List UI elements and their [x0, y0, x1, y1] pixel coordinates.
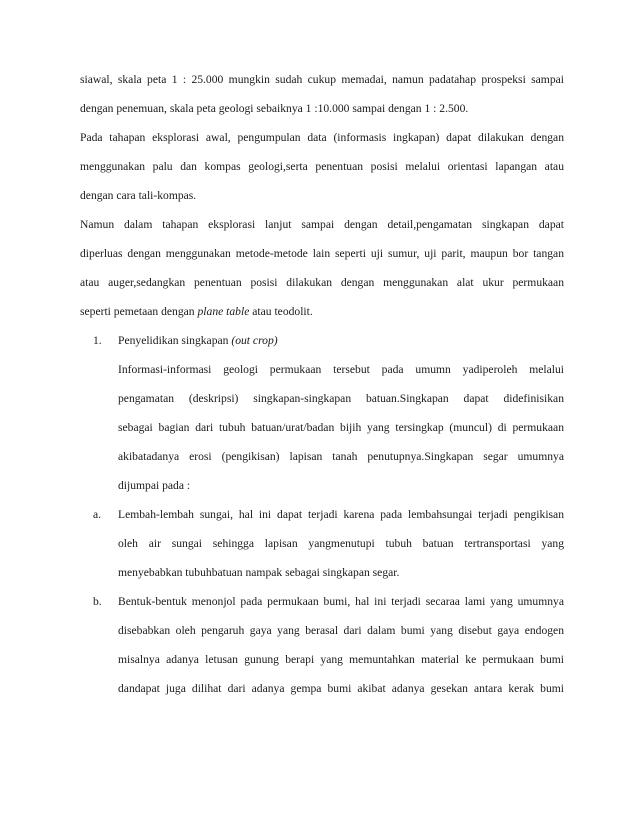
list-item-a-line-2: oleh air sungai sehingga lapisan yangmenutupi tubuh batuan tertransportasi yang [118, 537, 564, 550]
list-item-b-line-4: dandapat juga dilihat dari adanya gempa bumi akibat adanya gesekan antara kerak bumi [118, 682, 564, 695]
list-item-b-line-3: misalnya adanya letusan gunung berapi yang memuntahkan material ke permukaan bumi [118, 653, 564, 666]
paragraph-2-line-2: menggunakan palu dan kompas geologi,serta penentuan posisi melalui orientasi lapangan atau [80, 160, 564, 173]
section-heading-italic: (out crop) [231, 334, 278, 347]
paragraph-3-line-2: diperluas dengan menggunakan metode-metode lain seperti uji sumur, uji parit, maupun bor tangan [80, 247, 564, 260]
section-body-line-5: dijumpai pada : [118, 479, 191, 492]
paragraph-3-text-before: seperti pemetaan dengan [80, 305, 198, 318]
list-item-b-line-1: Bentuk-bentuk menonjol pada permukaan bumi, hal ini terjadi secaraa lami yang umumnya [118, 595, 564, 608]
list-item-b-line-2: disebabkan oleh pengaruh gaya yang berasal dari dalam bumi yang disebut gaya endogen [118, 624, 564, 637]
paragraph-3-line-3: atau auger,sedangkan penentuan posisi dilakukan dengan menggunakan alat ukur permukaan [80, 276, 564, 289]
paragraph-2-line-3: dengan cara tali-kompas. [80, 189, 197, 202]
paragraph-3-line-4 [80, 304, 564, 320]
section-body-line-4: akibatadanya erosi (pengikisan) lapisan tanah penutupnya.Singkapan segar umumnya [118, 450, 564, 463]
section-body-line-2: pengamatan (deskripsi) singkapan-singkapan batuan.Singkapan dapat didefinisikan [118, 392, 564, 405]
section-heading [118, 333, 564, 349]
list-marker-a: a. [93, 508, 102, 521]
paragraph-2-line-1: Pada tahapan eksplorasi awal, pengumpulan data (informasis ingkapan) dapat dilakukan dengan [80, 131, 564, 144]
list-item-a-line-1: Lembah-lembah sungai, hal ini dapat terjadi karena pada lembahsungai terjadi pengikisan [118, 508, 564, 521]
plane-table-term: plane table [197, 305, 250, 318]
section-body-line-1: Informasi-informasi geologi permukaan tersebut pada umumn yadiperoleh melalui [118, 363, 564, 376]
section-heading-text: Penyelidikan singkapan [118, 334, 232, 347]
section-body-line-3: sebagai bagian dari tubuh batuan/urat/badan bijih yang tersingkap (muncul) di permukaan [118, 421, 564, 434]
list-item-a-line-3: menyebabkan tubuhbatuan nampak sebagai singkapan segar. [118, 566, 400, 579]
list-marker-b: b. [93, 595, 102, 608]
list-number-1: 1. [93, 334, 102, 347]
paragraph-3-text-after: atau teodolit. [249, 305, 313, 318]
paragraph-3-line-1: Namun dalam tahapan eksplorasi lanjut sampai dengan detail,pengamatan singkapan dapat [80, 218, 564, 231]
paragraph-1-line-1: siawal, skala peta 1 : 25.000 mungkin sudah cukup memadai, namun padatahap prospeksi sampai [80, 73, 564, 86]
paragraph-1-line-2: dengan penemuan, skala peta geologi sebaiknya 1 :10.000 sampai dengan 1 : 2.500. [80, 102, 469, 115]
